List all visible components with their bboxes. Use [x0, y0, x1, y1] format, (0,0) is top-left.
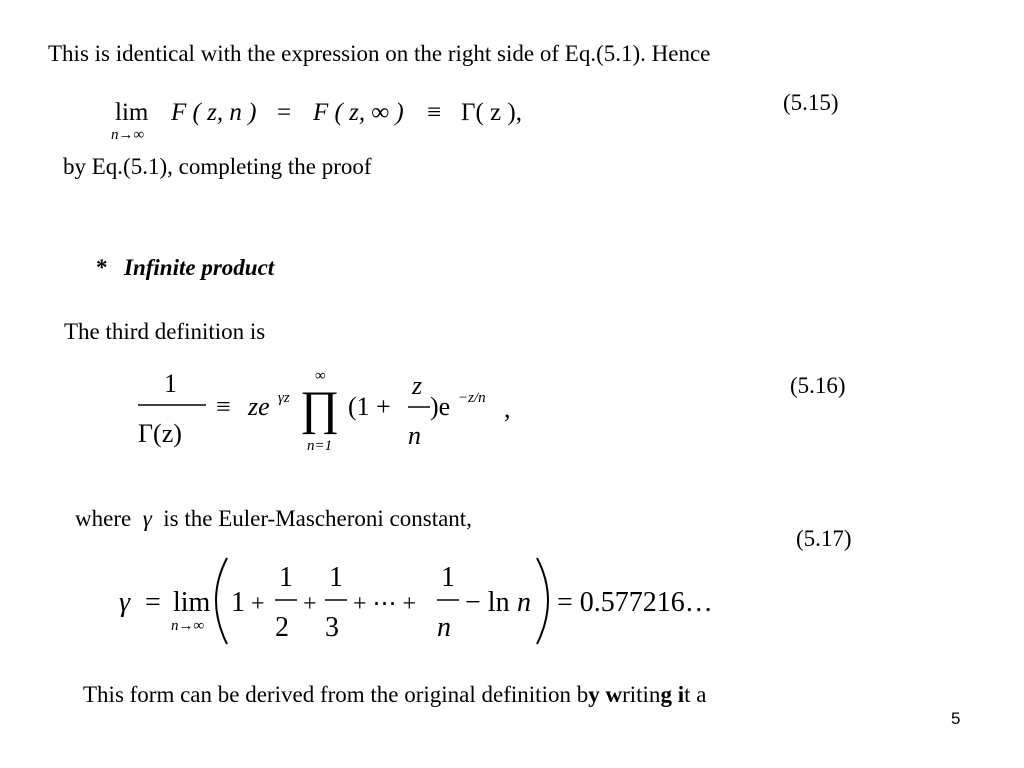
closing-text: [83, 683, 706, 706]
equiv-sign: ≡: [427, 99, 442, 126]
fraction-numerator: 1: [164, 369, 177, 398]
equation-5-17: [115, 552, 755, 652]
closing-text-part1: This form can be derived from the original definition b: [83, 682, 589, 707]
lim-operator: lim: [115, 99, 149, 126]
exponent-minus-z-over-n: −z/n: [458, 390, 486, 406]
third-numerator: 1: [329, 562, 343, 593]
product-upper-limit: ∞: [315, 368, 326, 384]
equiv-sign: ≡: [216, 392, 231, 421]
fraction-denominator: Γ(z): [138, 419, 182, 448]
closing-text-part5: t a: [684, 682, 707, 707]
trailing-comma: ,: [504, 394, 511, 423]
lhs-function: F ( z, n ): [171, 99, 257, 126]
closing-text-part2: y w: [588, 682, 623, 707]
plus-sign: +: [303, 591, 317, 617]
product-symbol: ∏: [300, 382, 340, 435]
plus-sign: +: [251, 591, 265, 617]
proof-text: by Eq.(5.1), completing the proof: [63, 154, 372, 179]
equation-5-15: [105, 90, 565, 150]
third-definition-text: The third definition is: [64, 319, 266, 344]
gamma-function: Γ( z ),: [461, 99, 522, 126]
page-number: 5: [951, 709, 961, 728]
lim-subscript: n→∞: [111, 127, 145, 143]
lim-subscript: n→∞: [171, 618, 205, 634]
equation-number-5-16: (5.16): [790, 373, 846, 398]
one-over-n-denominator: n: [437, 612, 451, 643]
third-denominator: 3: [325, 612, 339, 643]
equation-number-5-15: (5.15): [783, 90, 839, 115]
where-text: [75, 507, 472, 530]
inner-fraction-denominator: n: [408, 421, 421, 450]
closing-text-part4: g i: [660, 682, 685, 707]
intro-text: This is identical with the expression on the right side of Eq.(5.1). Hence: [48, 41, 711, 66]
equals-sign: =: [145, 587, 161, 618]
one-over-n-numerator: 1: [441, 562, 455, 593]
gamma-symbol: γ: [142, 506, 152, 531]
left-big-paren: [216, 558, 227, 644]
close-paren-e: )e: [430, 392, 451, 421]
half-denominator: 2: [275, 612, 289, 643]
mid-function: F ( z, ∞ ): [313, 99, 404, 126]
inner-fraction-numerator: z: [412, 371, 423, 400]
half-numerator: 1: [279, 562, 293, 593]
equation-number-5-17: (5.17): [796, 526, 852, 551]
minus-ln: − ln: [465, 587, 510, 618]
equals-sign: =: [277, 99, 292, 126]
euler-constant-description: is the Euler-Mascheroni constant,: [163, 506, 472, 531]
gamma-z-exponent: γz: [278, 390, 290, 406]
euler-constant-value: = 0.577216…: [557, 587, 713, 618]
product-lower-limit: n=1: [307, 438, 333, 454]
closing-text-part3: ritin: [622, 682, 661, 707]
one-term: 1: [231, 587, 245, 618]
section-title: Infinite product: [124, 255, 275, 280]
ze-term: ze: [248, 392, 270, 421]
equation-5-16: [130, 360, 530, 460]
gamma-symbol: γ: [119, 587, 131, 618]
lim-operator: lim: [173, 587, 211, 618]
section-bullet: *: [96, 255, 108, 280]
right-big-paren: [537, 558, 548, 644]
plus-ellipsis-plus: + ⋯ +: [353, 591, 417, 617]
ln-argument-n: n: [517, 587, 531, 618]
open-paren-one-plus: (1 +: [348, 392, 391, 421]
where-word: where: [75, 506, 132, 531]
